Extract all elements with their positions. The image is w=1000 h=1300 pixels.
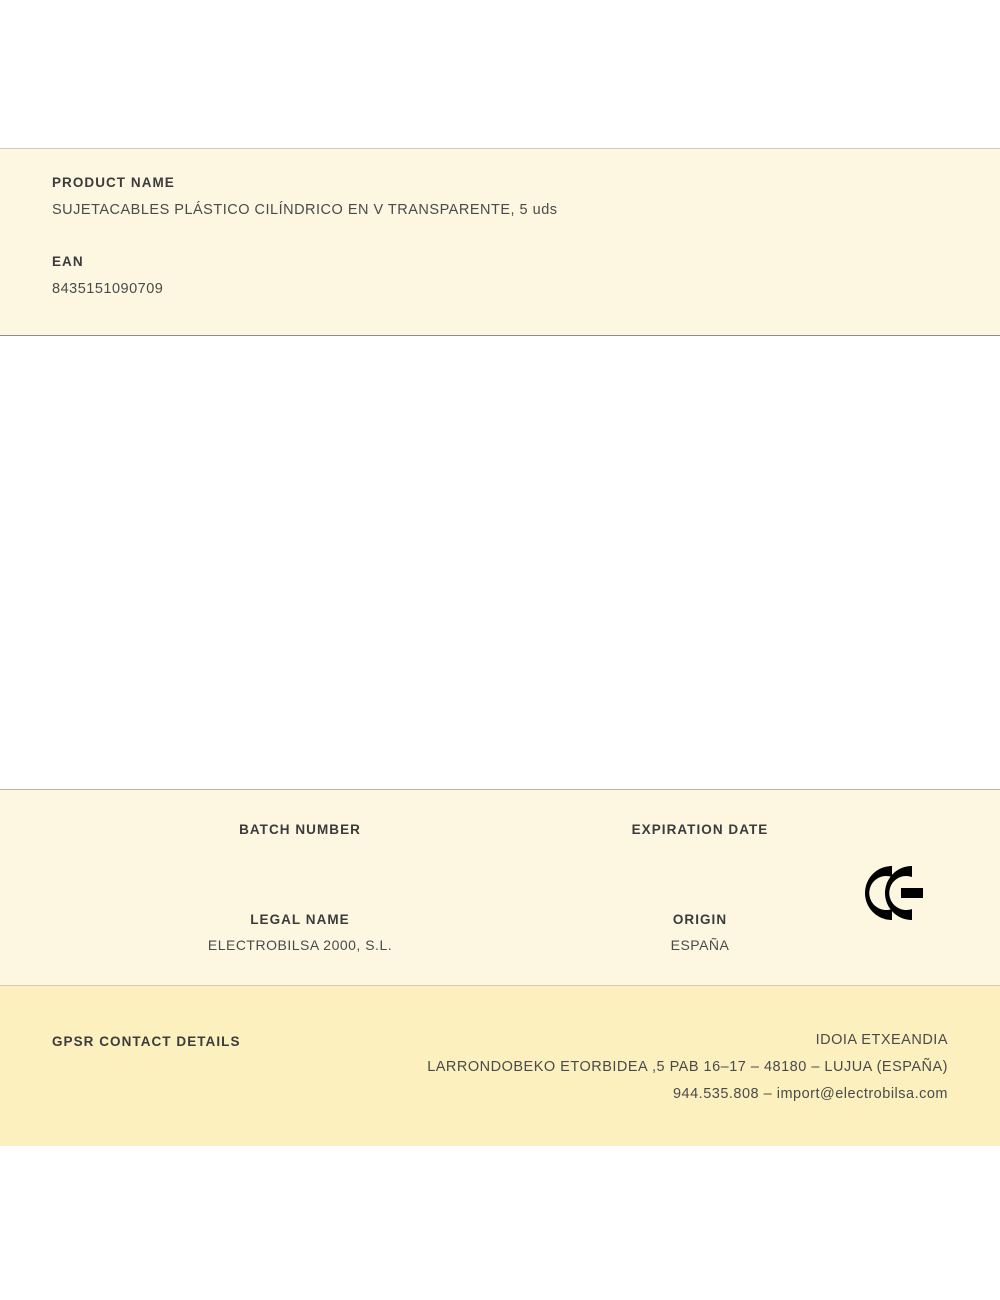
legal-name-value: ELECTROBILSA 2000, S.L. (207, 937, 393, 953)
spacer (52, 218, 948, 254)
ean-label: EAN (52, 254, 84, 269)
product-name-label: PRODUCT NAME (52, 175, 175, 190)
origin-value: ESPAÑA (670, 937, 730, 953)
origin-label: ORIGIN (672, 912, 728, 927)
expiration-date-field (500, 822, 900, 847)
expiration-date-label: EXPIRATION DATE (631, 822, 769, 837)
product-identity-block (0, 148, 1000, 336)
batch-number-field (100, 822, 500, 847)
origin-field (500, 912, 900, 953)
blank-content-area (0, 336, 1000, 789)
gpsr-contact-address: LARRONDOBEKO ETORBIDEA ,5 PAB 16–17 – 48180 – LUJUA (ESPAÑA) (427, 1059, 948, 1075)
ce-marking-icon (856, 862, 948, 924)
legal-name-field (100, 912, 500, 953)
batch-number-label: BATCH NUMBER (239, 822, 361, 837)
gpsr-contact-phone-email: 944.535.808 – import@electrobilsa.com (672, 1086, 948, 1102)
ean-value: 8435151090709 (52, 281, 164, 297)
gpsr-contact-block (0, 986, 1000, 1146)
gpsr-contact-lines (427, 1032, 948, 1113)
gpsr-contact-label: GPSR CONTACT DETAILS (52, 1034, 241, 1049)
gpsr-contact-name: IDOIA ETXEANDIA (815, 1032, 948, 1048)
product-details-block (0, 789, 1000, 986)
legal-name-label: LEGAL NAME (250, 912, 350, 927)
product-name-value: SUJETACABLES PLÁSTICO CILÍNDRICO EN V TRANSPARENTE, 5 uds (52, 202, 558, 218)
page-footer-blank (0, 1146, 1000, 1300)
legal-origin-row (0, 912, 1000, 953)
batch-expiration-row (0, 822, 1000, 847)
product-identity-content (0, 149, 1000, 297)
